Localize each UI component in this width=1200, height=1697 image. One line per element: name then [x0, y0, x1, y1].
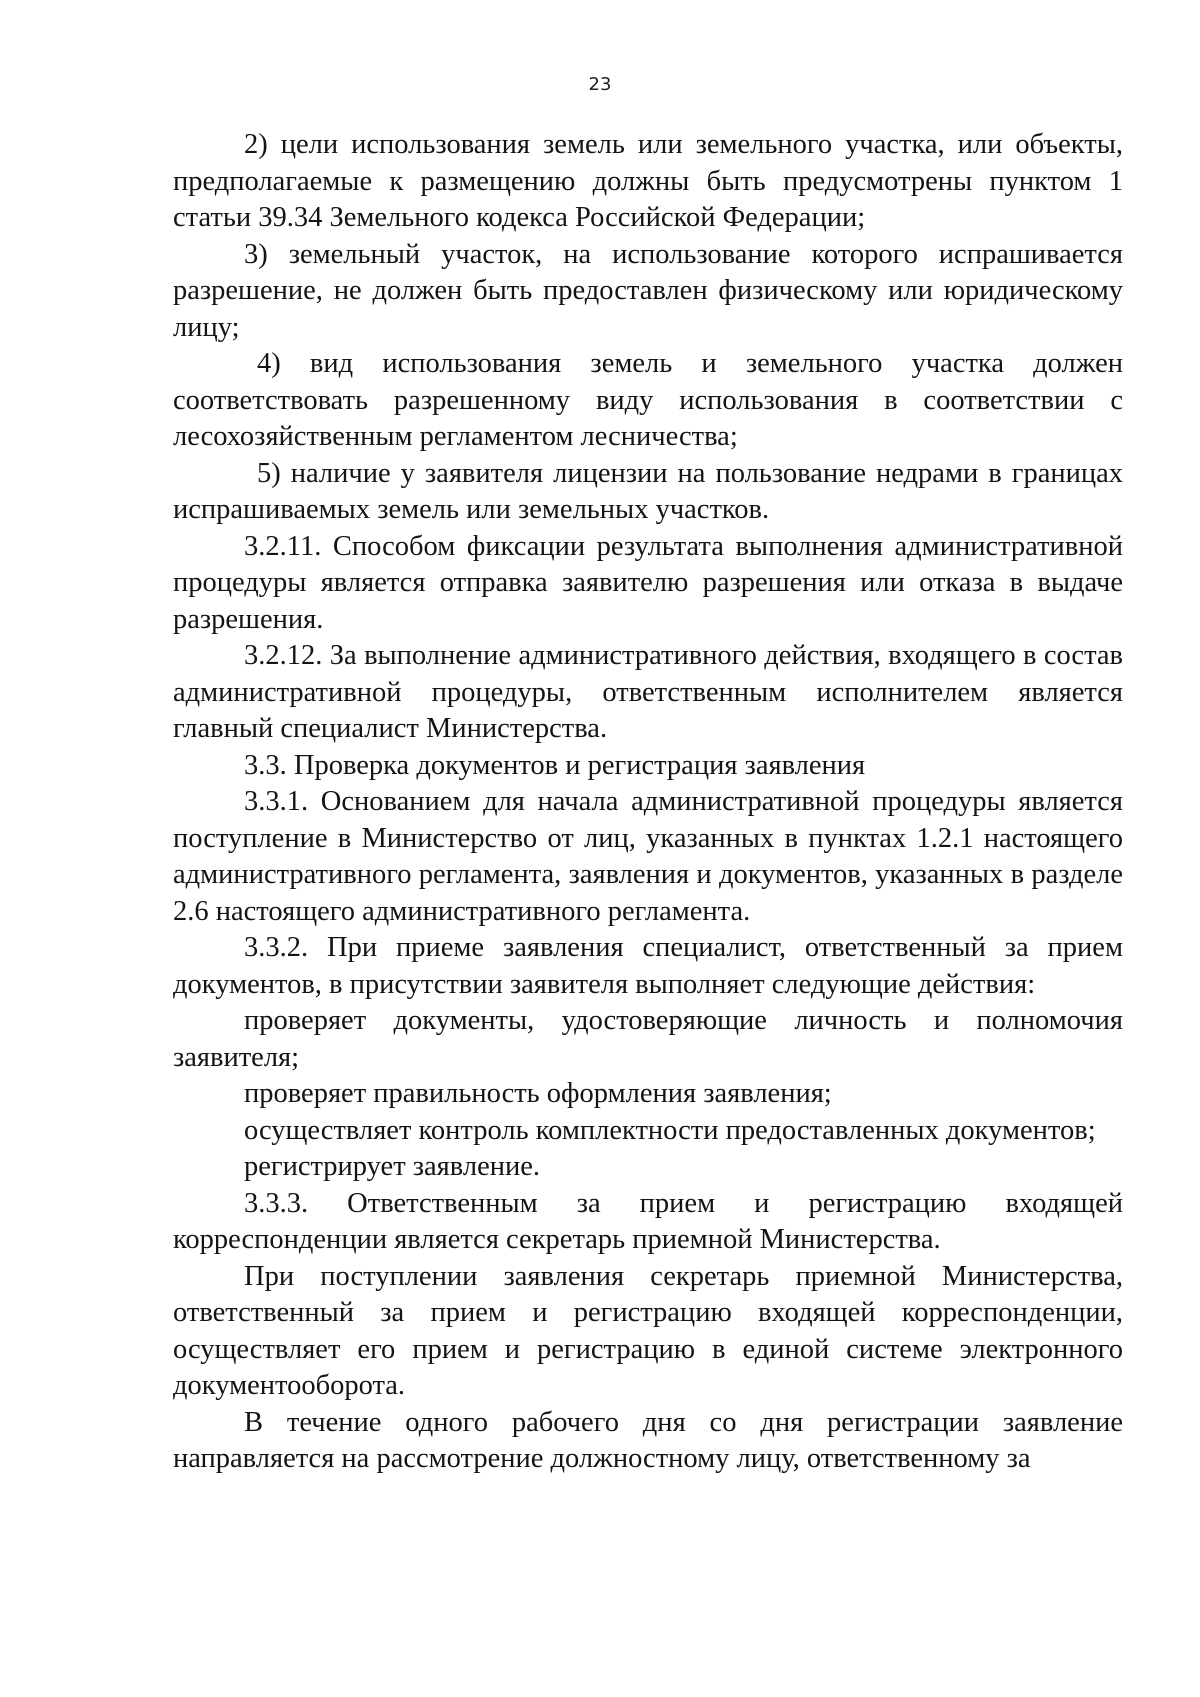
paragraph-one-working-day: В течение одного рабочего дня со дня регистрации заявление направляется на рассмотрение должностному лицу, ответственному за — [173, 1406, 1123, 1474]
page-number: 23 — [588, 74, 612, 95]
paragraph-3-3-3: 3.3.3. Ответственным за прием и регистрацию входящей корреспонденции является секретарь приемной Министерства. — [173, 1187, 1123, 1255]
paragraph-3-3-2: 3.3.2. При приеме заявления специалист, ответственный за прием документов, в присутствии заявителя выполняет следующие действия: — [173, 932, 1123, 1000]
paragraph-3-3-1: 3.3.1. Основанием для начала административной процедуры является поступление в Министерство от лиц, указанных в пунктах 1.2.1 настоящего административного регламента, заявления и документов, указанных в разделе 2.6 настоящего административного регламента. — [173, 786, 1123, 927]
action-register: регистрирует заявление. — [244, 1151, 541, 1182]
action-check-identity: проверяет документы, удостоверяющие личность и полномочия заявителя; — [173, 1005, 1123, 1073]
paragraph-3-2-11: 3.2.11. Способом фиксации результата выполнения административной процедуры является отправка заявителю разрешения или отказа в выдаче разрешения. — [173, 530, 1123, 635]
paragraph-item-4: 4) вид использования земель и земельного участка должен соответствовать разрешенному виду использования в соответствии с лесохозяйственным регламентом лесничества; — [173, 348, 1123, 452]
action-check-completeness: осуществляет контроль комплектности предоставленных документов; — [244, 1114, 1096, 1146]
paragraph-item-5: 5) наличие у заявителя лицензии на пользование недрами в границах испрашиваемых земель или земельных участков. — [173, 457, 1123, 525]
paragraph-item-2: 2) цели использования земель или земельного участка, или объекты, предполагаемые к размещению должны быть предусмотрены пунктом 1 статьи 39.34 Земельного кодекса Российской Федерации; — [173, 129, 1123, 233]
paragraph-item-3: 3) земельный участок, на использование которого испрашивается разрешение, не должен быть предоставлен физическому или юридическому лицу; — [173, 238, 1123, 343]
document-body — [173, 127, 1123, 1478]
paragraph-secretary: При поступлении заявления секретарь приемной Министерства, ответственный за прием и регистрацию входящей корреспонденции, осуществляет его прием и регистрацию в единой системе электронного документооборота. — [173, 1260, 1123, 1401]
paragraph-3-2-12: 3.2.12. За выполнение административного действия, входящего в состав административной процедуры, ответственным исполнителем является главный специалист Министерства. — [173, 640, 1123, 744]
section-heading: 3.3. Проверка документов и регистрация заявления — [244, 749, 866, 781]
action-check-form: проверяет правильность оформления заявления; — [244, 1078, 832, 1109]
